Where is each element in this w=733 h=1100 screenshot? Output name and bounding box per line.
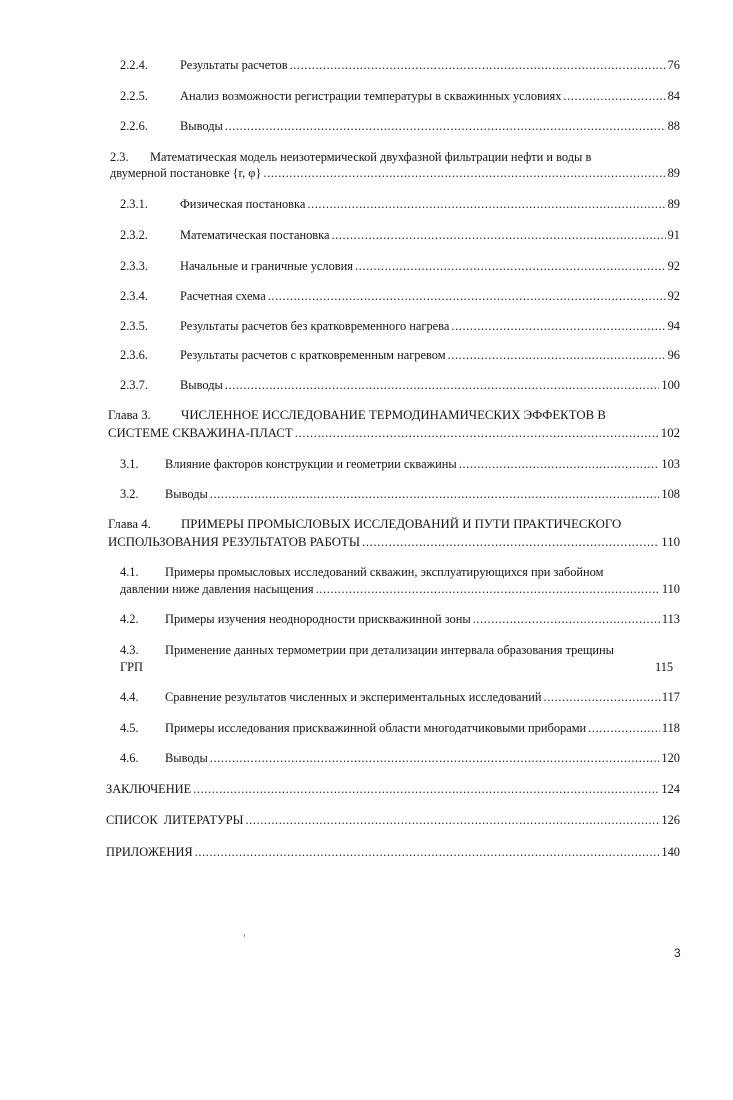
toc-title-line2: двумерной постановке {r, φ}	[110, 166, 262, 180]
toc-title: Примеры изучения неоднородности прискважинной зоны	[165, 612, 471, 626]
toc-entry-2-3-4[interactable]	[120, 289, 680, 304]
toc-page: 76	[667, 58, 680, 72]
scan-speck	[244, 934, 245, 937]
chapter-title-line2: СИСТЕМЕ СКВАЖИНА-ПЛАСТ	[108, 426, 293, 440]
toc-title: Примеры исследования прискважинной области многодатчиковыми приборами	[165, 721, 587, 735]
toc-page: 113	[661, 612, 680, 626]
toc-entry-2-2-6[interactable]	[120, 119, 680, 134]
dot-leader	[451, 319, 665, 334]
toc-title: Начальные и граничные условия	[180, 259, 353, 273]
toc-number: 4.1.	[120, 565, 139, 579]
toc-entry-4-3-line1[interactable]	[120, 643, 614, 658]
toc-number: 2.2.5.	[120, 89, 148, 103]
toc-title: Выводы	[165, 487, 208, 501]
toc-entry-appendices[interactable]	[106, 845, 680, 860]
toc-number: 4.4.	[120, 690, 139, 704]
chapter-title-line1: ЧИСЛЕННОЕ ИССЛЕДОВАНИЕ ТЕРМОДИНАМИЧЕСКИХ ЭФФЕКТОВ В	[181, 408, 606, 422]
toc-page: 140	[661, 845, 680, 859]
toc-number: 3.1.	[120, 457, 139, 471]
toc-title: Сравнение результатов численных и экспериментальных исследований	[165, 690, 542, 704]
toc-page: 117	[661, 690, 680, 704]
chapter-title-line1: ПРИМЕРЫ ПРОМЫСЛОВЫХ ИССЛЕДОВАНИЙ И ПУТИ ПРАКТИЧЕСКОГО	[181, 517, 622, 531]
dot-leader	[355, 259, 666, 274]
toc-title: ЗАКЛЮЧЕНИЕ	[106, 782, 192, 796]
toc-page: 120	[661, 751, 680, 765]
toc-number: 4.3.	[120, 643, 139, 657]
toc-title: Анализ возможности регистрации температуры в скважинных условиях	[180, 89, 562, 103]
dot-leader	[210, 751, 660, 766]
toc-title: Результаты расчетов	[180, 58, 288, 72]
toc-title: СПИСОК ЛИТЕРАТУРЫ	[106, 813, 244, 827]
toc-page-4-3	[655, 660, 673, 675]
dot-leader	[225, 119, 666, 134]
chapter-number: Глава 4.	[108, 517, 151, 531]
toc-entry-conclusion[interactable]	[106, 782, 680, 797]
toc-page: 126	[661, 813, 680, 827]
toc-entry-2-3-line1[interactable]	[110, 150, 591, 165]
dot-leader	[268, 289, 666, 304]
toc-entry-4-4[interactable]	[120, 690, 680, 705]
toc-page: 92	[667, 259, 680, 273]
dot-leader	[195, 845, 660, 860]
toc-title: Физическая постановка	[180, 197, 306, 211]
page-number: 3	[674, 946, 681, 960]
toc-page: 103	[661, 457, 680, 471]
dot-leader	[316, 582, 660, 597]
dot-leader	[448, 348, 666, 363]
toc-chapter-4-line2[interactable]	[108, 535, 680, 550]
toc-page: 89	[667, 197, 680, 211]
toc-title: Выводы	[165, 751, 208, 765]
toc-entry-2-3-6[interactable]	[120, 348, 680, 363]
chapter-number: Глава 3.	[108, 408, 151, 422]
toc-number: 2.3.6.	[120, 348, 148, 362]
toc-number: 2.2.4.	[120, 58, 148, 72]
toc-title: Выводы	[180, 119, 223, 133]
toc-number: 4.5.	[120, 721, 139, 735]
dot-leader	[544, 690, 660, 705]
toc-entry-2-3-3[interactable]	[120, 259, 680, 274]
toc-number: 2.3.3.	[120, 259, 148, 273]
dot-leader	[295, 426, 659, 441]
toc-page: 96	[667, 348, 680, 362]
dot-leader	[225, 378, 660, 393]
toc-number: 2.3.1.	[120, 197, 148, 211]
toc-page: 102	[660, 426, 680, 440]
chapter-title-line2: ИСПОЛЬЗОВАНИЯ РЕЗУЛЬТАТОВ РАБОТЫ	[108, 535, 360, 549]
toc-number: 2.3.	[110, 150, 129, 164]
dot-leader	[307, 197, 665, 212]
toc-page: 100	[661, 378, 680, 392]
toc-entry-4-6[interactable]	[120, 751, 680, 766]
toc-chapter-3-line1[interactable]	[108, 408, 606, 423]
dot-leader	[459, 457, 660, 472]
toc-entry-2-3-line2[interactable]	[110, 166, 680, 181]
toc-page: 91	[667, 228, 680, 242]
toc-page: 92	[667, 289, 680, 303]
toc-page: 118	[661, 721, 680, 735]
toc-entry-2-3-1[interactable]	[120, 197, 680, 212]
toc-title: Выводы	[180, 378, 223, 392]
toc-entry-4-1-line2[interactable]	[120, 582, 680, 597]
toc-title: Результаты расчетов с кратковременным нагревом	[180, 348, 446, 362]
toc-page: 110	[661, 582, 680, 596]
toc-entry-4-1-line1[interactable]	[120, 565, 603, 580]
toc-entry-references[interactable]	[106, 813, 680, 828]
toc-title-line2: ГРП	[120, 660, 144, 674]
toc-page: 94	[667, 319, 680, 333]
dot-leader	[245, 813, 659, 828]
toc-entry-4-2[interactable]	[120, 612, 680, 627]
toc-number: 4.2.	[120, 612, 139, 626]
dot-leader	[290, 58, 666, 73]
toc-title-line1: Математическая модель неизотермической двухфазной фильтрации нефти и воды в	[150, 150, 592, 164]
toc-entry-3-2[interactable]	[120, 487, 680, 502]
toc-entry-2-2-4[interactable]	[120, 58, 680, 73]
toc-title-line2: давлении ниже давления насыщения	[120, 582, 314, 596]
toc-number: 2.3.4.	[120, 289, 148, 303]
toc-number: 4.6.	[120, 751, 139, 765]
dot-leader	[331, 228, 665, 243]
toc-entry-4-3-line2[interactable]	[120, 660, 143, 675]
toc-title: Математическая постановка	[180, 228, 330, 242]
toc-title-line1: Примеры промысловых исследований скважин, эксплуатирующихся при забойном	[165, 565, 604, 579]
toc-page: 88	[667, 119, 680, 133]
dot-leader	[473, 612, 660, 627]
toc-page: 115	[655, 660, 674, 674]
toc-title: Влияние факторов конструкции и геометрии скважины	[165, 457, 457, 471]
toc-page: 84	[667, 89, 680, 103]
toc-page: 108	[661, 487, 680, 501]
dot-leader	[193, 782, 659, 797]
toc-entry-3-1[interactable]	[120, 457, 680, 472]
dot-leader	[362, 535, 659, 550]
toc-title-line1: Применение данных термометрии при детализации интервала образования трещины	[165, 643, 614, 657]
toc-chapter-3-line2[interactable]	[108, 426, 680, 441]
toc-page: 89	[667, 166, 680, 180]
toc-entry-4-5[interactable]	[120, 721, 680, 736]
dot-leader	[210, 487, 660, 502]
toc-entry-2-3-5[interactable]	[120, 319, 680, 334]
toc-title: ПРИЛОЖЕНИЯ	[106, 845, 193, 859]
toc-page: 124	[661, 782, 680, 796]
dot-leader	[588, 721, 660, 736]
toc-title: Расчетная схема	[180, 289, 266, 303]
toc-number: 2.3.5.	[120, 319, 148, 333]
dot-leader	[263, 166, 665, 181]
toc-title: Результаты расчетов без кратковременного нагрева	[180, 319, 450, 333]
toc-entry-2-3-2[interactable]	[120, 228, 680, 243]
toc-page: 110	[661, 535, 680, 549]
toc-entry-2-2-5[interactable]	[120, 89, 680, 104]
toc-number: 2.3.2.	[120, 228, 148, 242]
toc-number: 3.2.	[120, 487, 139, 501]
toc-number: 2.3.7.	[120, 378, 148, 392]
toc-entry-2-3-7[interactable]	[120, 378, 680, 393]
toc-chapter-4-line1[interactable]	[108, 517, 621, 532]
toc-number: 2.2.6.	[120, 119, 148, 133]
dot-leader	[563, 89, 665, 104]
